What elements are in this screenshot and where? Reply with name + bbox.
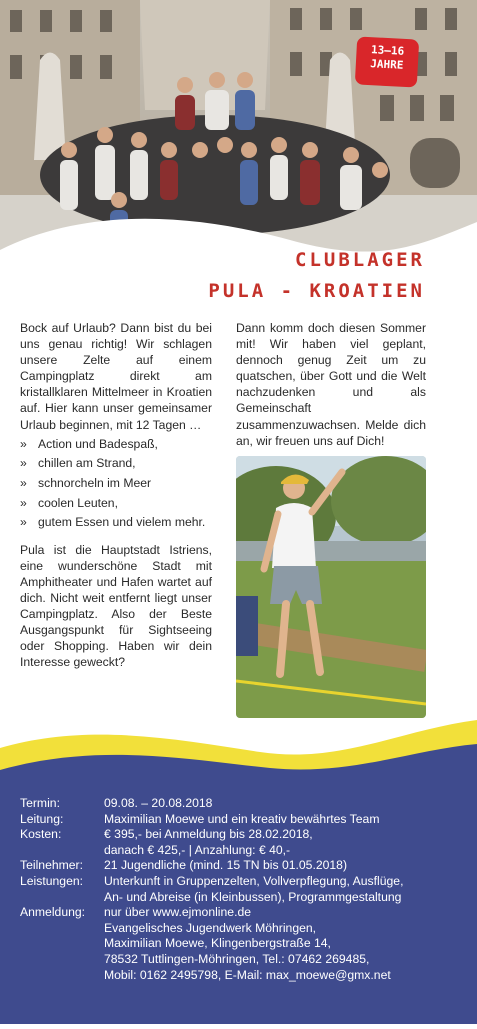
page-title — [208, 245, 425, 307]
info-line: Unterkunft in Gruppenzelten, Vollverpflegung, Ausflüge, — [104, 873, 404, 888]
info-value — [104, 905, 460, 983]
info-line: An- und Abreise (in Kleinbussen), Programmgestaltung — [104, 889, 402, 904]
info-value — [104, 858, 460, 874]
list-item: » schnorcheln im Meer — [20, 475, 212, 491]
info-line: 09.08. – 20.08.2018 — [104, 796, 213, 810]
title-line-2: PULA - KROATIEN — [208, 280, 425, 302]
info-value — [104, 827, 460, 858]
info-label: Anmeldung: — [20, 905, 86, 920]
info-label: Leitung: — [20, 811, 64, 826]
info-value — [104, 796, 460, 812]
activity-list — [20, 436, 212, 531]
registration-website[interactable]: nur über www.ejmonline.de — [104, 905, 252, 920]
info-label: Teilnehmer: — [20, 858, 83, 873]
info-table — [20, 796, 460, 983]
intro-paragraph: Bock auf Urlaub? Dann bist du bei uns genau richtig! Wir schlagen unsere Zelte auf einem Campingplatz direkt am kristallklaren Mittelmeer in Kroatien auf. Hier kann unser gemeinsamer Urlaub beginnen, mit 12 Tagen … — [20, 321, 212, 432]
age-badge — [355, 36, 419, 87]
info-line: 78532 Tuttlingen-Möhringen, Tel.: 07462 269485, — [104, 951, 370, 966]
right-column — [236, 320, 426, 449]
info-row-termin — [20, 796, 460, 812]
info-line: 21 Jugendliche (mind. 15 TN bis 01.05.2018) — [104, 858, 347, 873]
info-row-leistungen — [20, 874, 460, 905]
info-line: € 395,- bei Anmeldung bis 28.02.2018, — [104, 827, 313, 842]
info-label: Leistungen: — [20, 873, 84, 888]
list-item: » gutem Essen und vielem mehr. — [20, 514, 212, 530]
info-line: Maximilian Moewe und ein kreativ bewährtes Team — [104, 811, 380, 826]
list-item: » Action und Badespaß, — [20, 436, 212, 452]
info-row-anmeldung — [20, 905, 460, 983]
contact-line: Mobil: 0162 2495798, E-Mail: max_moewe@gmx.net — [104, 967, 391, 982]
info-row-teilnehmer — [20, 858, 460, 874]
info-value — [104, 874, 460, 905]
info-row-leitung — [20, 812, 460, 828]
info-value — [104, 812, 460, 828]
info-line: danach € 425,- | Anzahlung: € 40,- — [104, 842, 291, 857]
left-column — [20, 320, 212, 670]
list-item: » coolen Leuten, — [20, 495, 212, 511]
age-unit: JAHRE — [369, 57, 404, 72]
pula-paragraph: Pula ist die Hauptstadt Istriens, eine wunderschöne Stadt mit Amphitheater und Hafen wartet auf dich. Nicht weit entfernt liegt unser Campingplatz. Also der Beste Ausgangspunkt für Sightseeing oder Shopping. Haben wir dein Interesse geweckt? — [20, 542, 212, 670]
info-label: Termin: — [20, 796, 60, 810]
info-line: Maximilian Moewe, Klingenbergstraße 14, — [104, 936, 331, 951]
title-line-1: CLUBLAGER — [295, 249, 425, 271]
slackline-photo — [236, 456, 426, 718]
age-range: 13–16 — [370, 43, 405, 58]
info-line: Evangelisches Jugendwerk Möhringen, — [104, 920, 317, 935]
invite-paragraph: Dann komm doch diesen Sommer mit! Wir haben viel geplant, dennoch genug Zeit um zu quatschen, über Gott und die Welt nachzudenken und als Gemeinschaft zusammenzuwachsen. Melde dich an, wir freuen uns auf Dich! — [236, 321, 426, 448]
info-row-kosten — [20, 827, 460, 858]
list-item: » chillen am Strand, — [20, 455, 212, 471]
info-label: Kosten: — [20, 827, 62, 842]
